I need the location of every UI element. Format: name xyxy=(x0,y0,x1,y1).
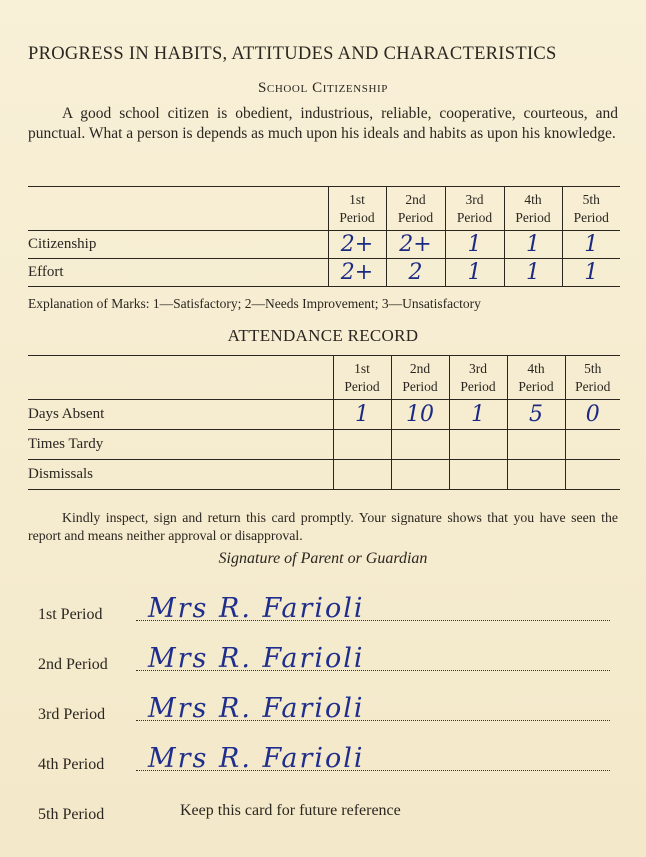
mark-cell: 2 xyxy=(386,259,445,287)
row-label-citizenship: Citizenship xyxy=(28,231,328,259)
value-cell: 1 xyxy=(333,400,391,430)
signature-row xyxy=(38,744,610,774)
value-cell xyxy=(507,460,565,490)
mark-cell: 1 xyxy=(504,231,562,259)
value-cell: 1 xyxy=(449,400,507,430)
mark-cell: 1 xyxy=(562,231,620,259)
row-label-times-tardy: Times Tardy xyxy=(28,430,333,460)
signature-row xyxy=(38,694,610,724)
value-cell xyxy=(391,460,449,490)
value-cell: 5 xyxy=(507,400,565,430)
value-cell: 10 xyxy=(391,400,449,430)
value-cell xyxy=(565,430,620,460)
value-cell xyxy=(333,460,391,490)
table-row xyxy=(28,400,620,430)
value-cell xyxy=(391,430,449,460)
value-cell: 0 xyxy=(565,400,620,430)
citizenship-description: A good school citizen is obedient, industrious, reliable, cooperative, courteous, and punctual. What a person is depends as much upon his ideals and habits as upon his knowledge. xyxy=(28,105,618,142)
signature-period-label: 5th Period xyxy=(38,806,105,823)
section-title-citizenship: School Citizenship xyxy=(257,80,389,96)
signature-row xyxy=(38,644,610,674)
row-label-effort: Effort xyxy=(28,259,328,287)
signature-period-label: 3rd Period xyxy=(38,706,106,723)
row-label-days-absent: Days Absent xyxy=(28,400,333,430)
parent-signature: Mrs R. Farioli xyxy=(148,593,365,624)
parent-signature: Mrs R. Farioli xyxy=(148,743,365,774)
table-row xyxy=(28,430,620,460)
habits-table xyxy=(28,186,620,287)
mark-cell: 1 xyxy=(445,231,504,259)
value-cell xyxy=(333,430,391,460)
signature-heading: Signature of Parent or Guardian xyxy=(218,550,428,567)
mark-cell: 1 xyxy=(562,259,620,287)
marks-explanation: Explanation of Marks: 1—Satisfactory; 2—Needs Improvement; 3—Unsatisfactory xyxy=(28,296,481,311)
period-header: 5th Period xyxy=(562,187,620,231)
value-cell xyxy=(449,460,507,490)
table-row xyxy=(28,460,620,490)
attendance-table xyxy=(28,355,620,490)
mark-cell: 2+ xyxy=(328,231,386,259)
mark-cell: 2+ xyxy=(386,231,445,259)
table-row xyxy=(28,231,620,259)
parent-signature: Mrs R. Farioli xyxy=(148,643,365,674)
value-cell xyxy=(565,460,620,490)
value-cell xyxy=(449,430,507,460)
header-blank xyxy=(28,356,333,400)
period-header: 3rd Period xyxy=(449,356,507,400)
mark-cell: 1 xyxy=(445,259,504,287)
signature-period-label: 1st Period xyxy=(38,606,103,623)
section-title-attendance: ATTENDANCE RECORD xyxy=(227,326,419,345)
mark-cell: 2+ xyxy=(328,259,386,287)
period-header: 3rd Period xyxy=(445,187,504,231)
signature-period-label: 2nd Period xyxy=(38,656,108,673)
table-row xyxy=(28,259,620,287)
return-instructions: Kindly inspect, sign and return this card promptly. Your signature shows that you have seen the report and means neither approval or disapproval. xyxy=(28,510,618,543)
period-header: 4th Period xyxy=(504,187,562,231)
period-header: 2nd Period xyxy=(386,187,445,231)
keep-card-note: Keep this card for future reference xyxy=(180,802,401,819)
row-label-dismissals: Dismissals xyxy=(28,460,333,490)
mark-cell: 1 xyxy=(504,259,562,287)
period-header: 4th Period xyxy=(507,356,565,400)
signature-row xyxy=(38,794,178,824)
period-header: 1st Period xyxy=(333,356,391,400)
signature-row xyxy=(38,594,610,624)
period-header: 1st Period xyxy=(328,187,386,231)
signature-period-label: 4th Period xyxy=(38,756,105,773)
page-title: PROGRESS IN HABITS, ATTITUDES AND CHARACTERISTICS xyxy=(28,44,557,64)
parent-signature: Mrs R. Farioli xyxy=(148,693,365,724)
value-cell xyxy=(507,430,565,460)
period-header: 5th Period xyxy=(565,356,620,400)
period-header: 2nd Period xyxy=(391,356,449,400)
header-blank xyxy=(28,187,328,231)
